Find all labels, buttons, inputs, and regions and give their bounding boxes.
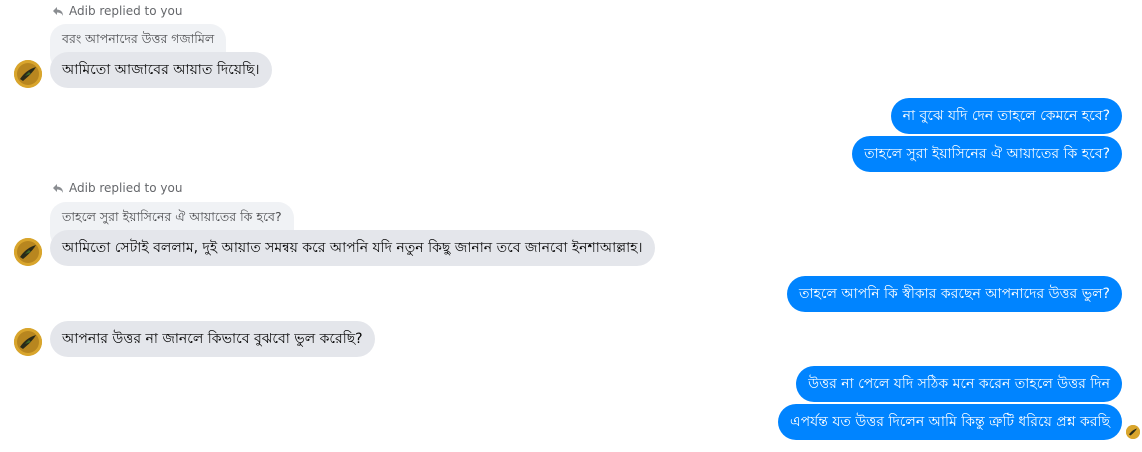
quoted-text: তাহলে সুরা ইয়াসিনের ঐ আয়াতের কি হবে? [62, 209, 282, 224]
outgoing-message[interactable] [891, 98, 1122, 134]
reply-arrow-icon [52, 182, 64, 194]
outgoing-message[interactable] [787, 276, 1122, 312]
reply-label: Adib replied to you [69, 4, 183, 18]
outgoing-message[interactable] [796, 366, 1122, 402]
reply-indicator [52, 4, 182, 18]
bird-avatar-icon [14, 60, 42, 88]
avatar[interactable] [14, 238, 42, 266]
message-text: না বুঝে যদি দেন তাহলে কেমনে হবে? [902, 108, 1110, 124]
avatar[interactable] [14, 328, 42, 356]
reply-indicator [52, 181, 182, 195]
bird-avatar-icon [14, 328, 42, 356]
incoming-message[interactable] [50, 230, 655, 266]
outgoing-message[interactable] [852, 136, 1122, 172]
message-text: আমিতো আজাবের আয়াত দিয়েছি। [62, 62, 260, 78]
message-text: উত্তর না পেলে যদি সঠিক মনে করেন তাহলে উত্তর দিন [808, 376, 1110, 392]
avatar[interactable] [14, 60, 42, 88]
incoming-message[interactable] [50, 52, 272, 88]
message-text: আপনার উত্তর না জানলে কিভাবে বুঝবো ভুল করেছি? [62, 331, 363, 347]
message-text: এপর্যন্ত যত উত্তর দিলেন আমি কিন্তু ত্রুটি ধরিয়ে প্রশ্ন করছি [790, 414, 1110, 430]
reply-label: Adib replied to you [69, 181, 183, 195]
seen-avatar [1126, 425, 1140, 439]
incoming-message[interactable] [50, 321, 375, 357]
reply-arrow-icon [52, 5, 64, 17]
bird-avatar-icon [14, 238, 42, 266]
message-text: তাহলে আপনি কি স্বীকার করছেন আপনাদের উত্তর ভুল? [798, 286, 1110, 302]
quoted-text: বরং আপনাদের উত্তর গজামিল [62, 31, 215, 46]
message-text: আমিতো সেটাই বললাম, দুই আয়াত সমন্বয় করে আপনি যদি নতুন কিছু জানান তবে জানবো ইনশাআল্লাহ। [62, 240, 643, 256]
bird-avatar-icon [1126, 425, 1140, 439]
outgoing-message[interactable] [778, 404, 1122, 440]
message-text: তাহলে সুরা ইয়াসিনের ঐ আয়াতের কি হবে? [864, 146, 1110, 162]
